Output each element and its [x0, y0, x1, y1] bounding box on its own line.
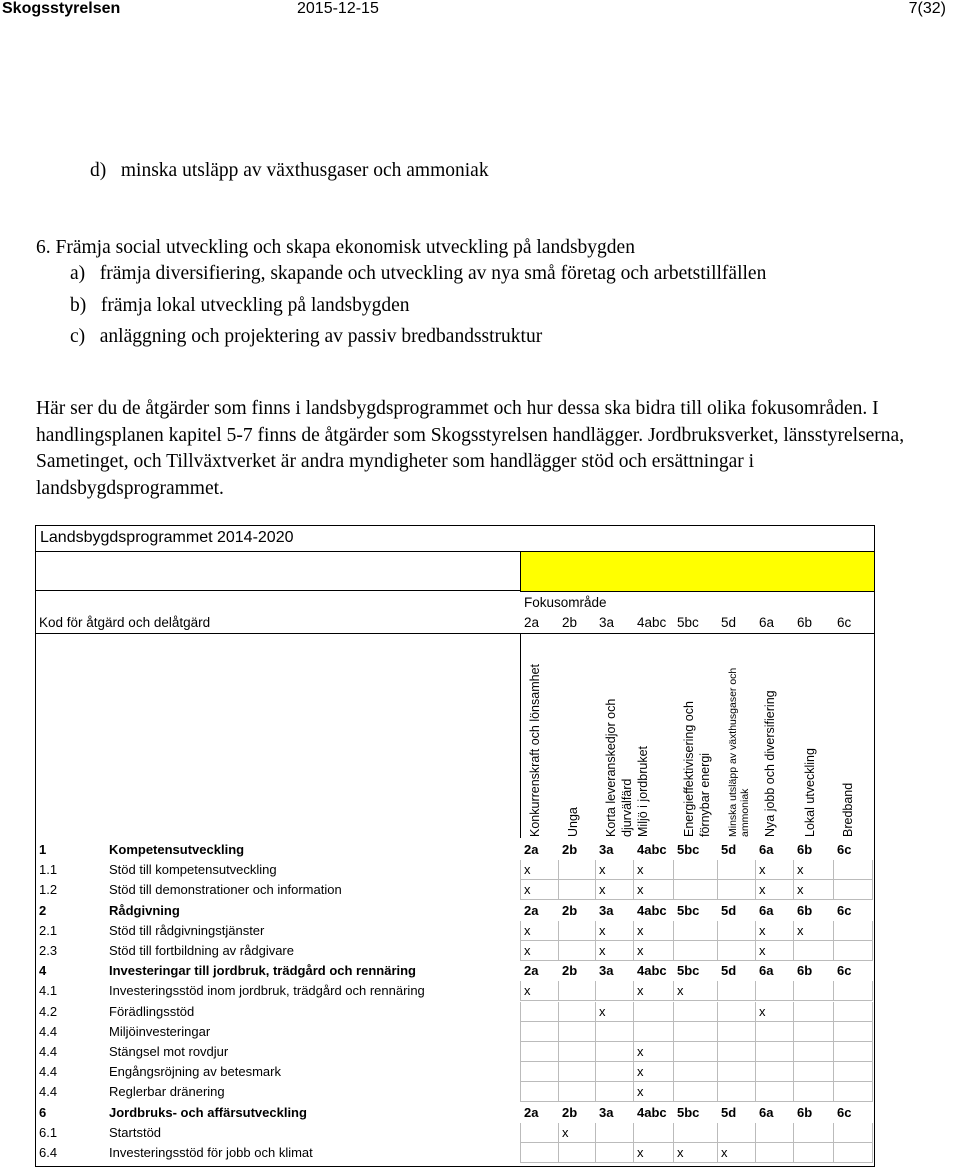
table-row: [36, 860, 874, 880]
column-header-line: Miljö i jordbruket: [636, 745, 650, 837]
table-row: [36, 1103, 874, 1123]
row-code: 6: [39, 1104, 47, 1120]
row-code: 6.1: [39, 1124, 58, 1140]
intro-line-a: a) främja diversifiering, skapande och utveckling av nya små företag och arbetstillfällen: [70, 263, 767, 284]
row-mark: x: [721, 1145, 728, 1160]
row-mark: 6c: [837, 902, 852, 918]
row-code: 4.4: [39, 1064, 58, 1080]
row-grid: [520, 981, 873, 1001]
row-mark: x: [797, 862, 804, 878]
row-mark: x: [637, 1084, 644, 1100]
row-code: 2.3: [39, 943, 58, 958]
row-mark: 6a: [759, 1104, 774, 1120]
column-header: [682, 639, 722, 837]
column-header: [763, 639, 803, 837]
row-grid: [520, 1143, 873, 1163]
table-row: [36, 941, 874, 961]
code-header-2a: 2a: [524, 615, 540, 630]
row-name: Miljöinvesteringar: [109, 1023, 211, 1039]
row-mark: 6c: [837, 842, 852, 857]
row-mark: 3a: [599, 1104, 614, 1120]
row-mark: 3a: [599, 902, 614, 918]
row-grid: [520, 1082, 873, 1102]
column-header-line: förnybar energi: [698, 752, 712, 837]
column-header-line: ammoniak: [739, 788, 751, 837]
row-mark: 6c: [837, 963, 852, 979]
row-mark: x: [677, 983, 684, 999]
column-header: [725, 639, 765, 837]
table-row: [36, 880, 874, 900]
row-name: Stöd till demonstrationer och information: [109, 882, 342, 898]
row-mark: x: [599, 922, 606, 938]
row-mark: 4abc: [637, 902, 667, 918]
row-mark: x: [759, 862, 766, 878]
row-grid: [520, 1123, 873, 1143]
row-grid: [520, 1022, 873, 1042]
row-grid: [520, 1002, 873, 1022]
row-code: 4.4: [39, 1023, 58, 1039]
code-header-2b: 2b: [562, 615, 578, 630]
row-mark: x: [599, 862, 606, 878]
row-mark: 2b: [562, 1104, 578, 1120]
row-grid: [520, 860, 873, 880]
row-mark: 5d: [721, 842, 737, 857]
row-mark: x: [637, 943, 644, 958]
column-header-line: Bredband: [841, 782, 855, 837]
row-mark: x: [637, 882, 644, 898]
row-code: 1: [39, 842, 47, 857]
row-code: 2.1: [39, 922, 58, 938]
row-name: Kompetensutveckling: [109, 842, 245, 857]
table-row: [36, 840, 874, 860]
highlight-band: [520, 551, 874, 592]
row-mark: 2b: [562, 902, 578, 918]
row-mark: x: [524, 983, 531, 999]
row-mark: x: [599, 943, 606, 958]
row-mark: 2a: [524, 902, 539, 918]
page-number: 7(32): [908, 0, 946, 17]
row-mark: 3a: [599, 842, 614, 857]
row-code: 4.4: [39, 1044, 58, 1059]
row-grid: [520, 880, 873, 900]
row-code: 1.1: [39, 862, 58, 878]
program-table: [35, 525, 875, 1167]
row-mark: x: [562, 1124, 569, 1140]
table-row: [36, 1062, 874, 1082]
column-header-line: Nya jobb och diversifiering: [763, 690, 777, 837]
row-mark: 3a: [599, 963, 614, 979]
table-row: [36, 1143, 874, 1163]
row-mark: 5bc: [677, 842, 700, 857]
table-row: [36, 1022, 874, 1042]
row-name: Investeringsstöd inom jordbruk, trädgård och rennäring: [109, 983, 425, 999]
row-name: Stöd till kompetensutveckling: [109, 862, 277, 878]
row-mark: x: [524, 882, 531, 898]
row-name: Engångsröjning av betesmark: [109, 1064, 281, 1080]
row-mark: 4abc: [637, 963, 667, 979]
column-header-line: Korta leveranskedjor och: [604, 698, 618, 837]
row-mark: x: [759, 922, 766, 938]
row-name: Investeringsstöd för jobb och klimat: [109, 1145, 313, 1160]
row-name: Rådgivning: [109, 902, 180, 918]
code-header-3a: 3a: [599, 615, 615, 630]
row-mark: x: [637, 1044, 644, 1059]
column-header-line: Energieffektivisering och: [682, 701, 696, 837]
row-code: 4: [39, 963, 47, 979]
row-name: Reglerbar dränering: [109, 1084, 225, 1100]
row-mark: 6a: [759, 902, 774, 918]
table-row: [36, 901, 874, 921]
row-mark: x: [637, 862, 644, 878]
kod-label: Kod för åtgärd och delåtgärd: [39, 615, 211, 630]
row-mark: 5d: [721, 1104, 737, 1120]
intro-line-d: d) minska utsläpp av växthusgaser och ammoniak: [90, 160, 489, 181]
row-mark: 2b: [562, 963, 578, 979]
column-header: [604, 639, 650, 837]
row-mark: x: [524, 943, 531, 958]
row-mark: x: [797, 922, 804, 938]
table-row: [36, 1002, 874, 1022]
row-mark: x: [759, 1003, 766, 1019]
row-mark: x: [637, 983, 644, 999]
table-row: [36, 1082, 874, 1102]
row-mark: 5bc: [677, 963, 700, 979]
row-grid: [520, 921, 873, 941]
column-header: [841, 639, 881, 837]
code-header-5bc: 5bc: [677, 615, 699, 630]
row-name: Stöd till fortbildning av rådgivare: [109, 943, 294, 958]
row-code: 2: [39, 902, 47, 918]
page-header: [0, 0, 960, 22]
row-mark: x: [637, 922, 644, 938]
row-code: 4.4: [39, 1084, 58, 1100]
intro-line-b: b) främja lokal utveckling på landsbygden: [70, 295, 410, 316]
column-header-line: Lokal utveckling: [803, 748, 817, 837]
table-row: [36, 961, 874, 981]
row-mark: 6b: [797, 963, 813, 979]
row-mark: x: [759, 943, 766, 958]
row-code: 6.4: [39, 1145, 58, 1160]
row-name: Investeringar till jordbruk, trädgård och rennäring: [109, 963, 416, 979]
row-mark: 2a: [524, 842, 539, 857]
column-header-line: djurvälfärd: [620, 778, 634, 837]
row-name: Jordbruks- och affärsutveckling: [109, 1104, 307, 1120]
table-row: [36, 1123, 874, 1143]
row-mark: 4abc: [637, 1104, 667, 1120]
row-code: 4.1: [39, 983, 58, 999]
row-mark: 5d: [721, 963, 737, 979]
row-name: Stängsel mot rovdjur: [109, 1044, 229, 1059]
code-header-6c: 6c: [837, 615, 852, 630]
organization-name: Skogsstyrelsen: [2, 0, 121, 17]
column-header: [803, 639, 843, 837]
row-code: 1.2: [39, 882, 58, 898]
row-mark: 5bc: [677, 1104, 700, 1120]
row-mark: x: [599, 882, 606, 898]
row-mark: 6b: [797, 842, 813, 857]
row-mark: x: [677, 1145, 684, 1160]
row-mark: x: [524, 922, 531, 938]
intro-line-c: c) anläggning och projektering av passiv bredbandsstruktur: [70, 326, 543, 347]
document-date: 2015-12-15: [297, 0, 379, 17]
row-name: Förädlingsstöd: [109, 1003, 195, 1019]
row-mark: 2a: [524, 1104, 539, 1120]
table-row: [36, 981, 874, 1001]
row-mark: 5d: [721, 902, 737, 918]
row-mark: 2b: [562, 842, 578, 857]
column-header-line: Unga: [566, 807, 580, 837]
intro-heading-6: 6. Främja social utveckling och skapa ekonomisk utveckling på landsbygden: [36, 237, 635, 258]
row-name: Startstöd: [109, 1124, 162, 1140]
fokus-label: Fokusområde: [524, 595, 607, 610]
column-header: [528, 639, 568, 837]
row-code: 4.2: [39, 1003, 58, 1019]
intro-paragraph: Här ser du de åtgärder som finns i landsbygdsprogrammet och hur dessa ska bidra till olika fokusområden. I handlingsplanen kapitel 5-7 finns de åtgärder som Skogsstyrelsen handlägger. Jordbruksverket, länsstyrelserna, Sametinget, och Tillväxtverket är andra myndigheter som handlägger stöd och ersättningar i landsbygdsprogrammet.: [36, 398, 905, 499]
row-mark: x: [599, 1003, 606, 1019]
row-grid: [520, 941, 873, 961]
row-mark: x: [797, 882, 804, 898]
row-mark: 6a: [759, 963, 774, 979]
row-mark: x: [637, 1064, 644, 1080]
code-header-6a: 6a: [759, 615, 775, 630]
code-header-6b: 6b: [797, 615, 813, 630]
table-title: Landsbygdsprogrammet 2014-2020: [40, 529, 294, 546]
column-header: [566, 639, 606, 837]
row-mark: x: [524, 862, 531, 878]
row-grid: [520, 1042, 873, 1062]
table-row: [36, 1042, 874, 1062]
code-header-5d: 5d: [721, 615, 737, 630]
column-header-line: Minska utsläpp av växthusgaser och: [727, 667, 739, 837]
row-mark: 5bc: [677, 902, 700, 918]
row-mark: x: [759, 882, 766, 898]
row-name: Stöd till rådgivningstjänster: [109, 922, 265, 938]
row-grid: [520, 1062, 873, 1082]
row-mark: 4abc: [637, 842, 667, 857]
row-mark: 6b: [797, 1104, 813, 1120]
column-header-line: Konkurrenskraft och lönsamhet: [528, 663, 542, 837]
row-mark: 6b: [797, 902, 813, 918]
row-mark: x: [637, 1145, 644, 1160]
row-mark: 2a: [524, 963, 539, 979]
code-header-4abc: 4abc: [637, 615, 667, 630]
row-mark: 6c: [837, 1104, 852, 1120]
row-mark: 6a: [759, 842, 774, 857]
table-row: [36, 921, 874, 941]
